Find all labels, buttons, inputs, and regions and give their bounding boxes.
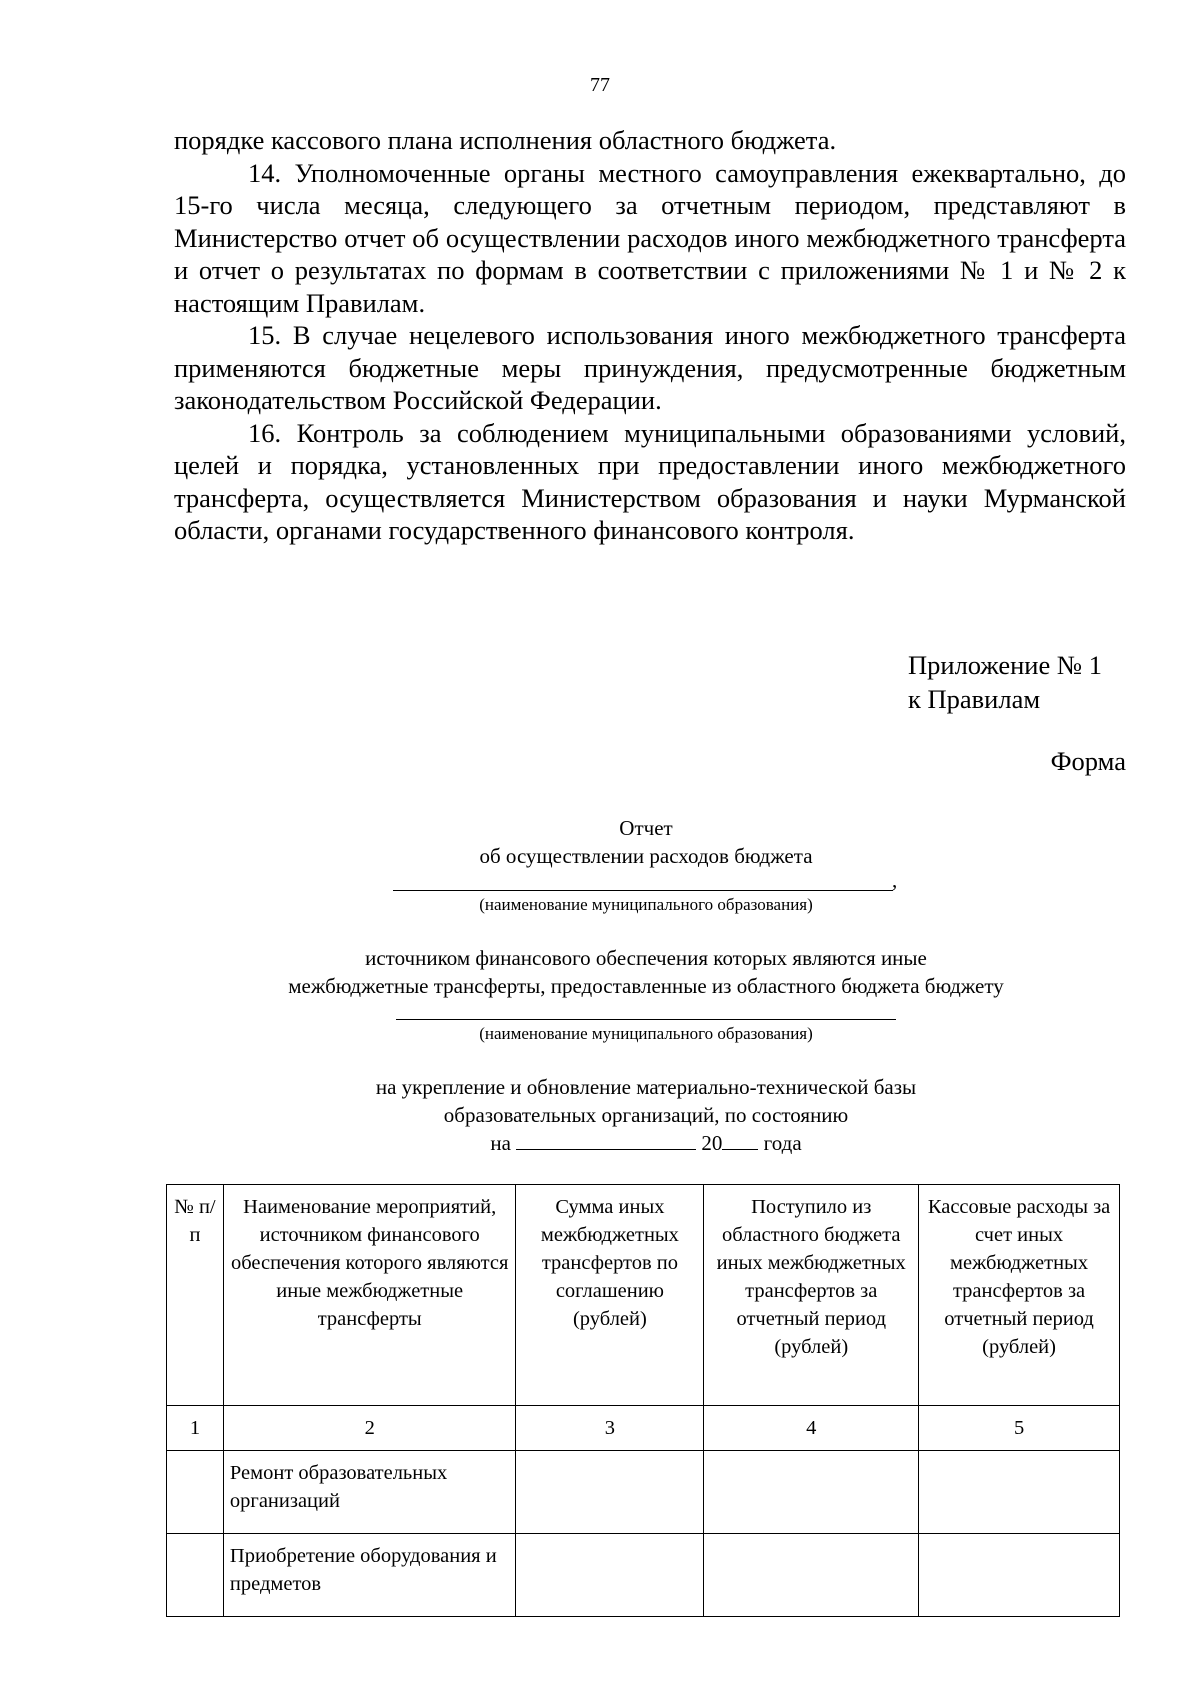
- column-number: 5: [919, 1406, 1120, 1451]
- page-number: 77: [590, 74, 610, 96]
- appendix-label: [908, 648, 1102, 716]
- report-title-block: [0, 814, 1200, 870]
- municipality-caption-2: (наименование муниципального образования): [479, 1024, 813, 1043]
- date-year-prefix: 20: [701, 1131, 723, 1155]
- report-subtitle: об осуществлении расходов бюджета: [479, 844, 813, 868]
- paragraph-15: 15. В случае нецелевого использования иного межбюджетного трансферта применяются бюджетные меры принуждения, предусмотренные бюджетным законодательством Российской Федерации.: [174, 320, 1126, 415]
- date-prefix: на: [490, 1131, 511, 1155]
- date-suffix: года: [763, 1131, 802, 1155]
- municipality-caption-1: (наименование муниципального образования): [479, 895, 813, 914]
- header-num: № п/п: [167, 1185, 224, 1406]
- row-cash-expenses-cell: [919, 1534, 1120, 1617]
- column-number-row: [167, 1406, 1120, 1451]
- purpose-line-1: на укрепление и обновление материально-технической базы: [375, 1075, 917, 1099]
- paragraph-14: 14. Уполномоченные органы местного самоуправления ежеквартально, до 15-го числа месяца, следующего за отчетным периодом, представляют в Министерство отчет об осуществлении расходов иного межбюджетного трансферта и отчет о результатах по формам в соответствии с приложениями № 1 и № 2 к настоящим Правилам.: [174, 157, 1126, 318]
- purpose-line-2: образовательных организаций, по состоянию: [443, 1103, 849, 1127]
- blank-comma: ,: [892, 868, 898, 892]
- column-number: 2: [223, 1406, 516, 1451]
- row-received-cell: [704, 1534, 919, 1617]
- appendix-line-1: Приложение № 1: [908, 650, 1103, 680]
- row-cash-expenses-cell: [919, 1451, 1120, 1534]
- form-label: Форма: [1050, 746, 1126, 776]
- report-title: Отчет: [619, 816, 673, 840]
- purpose-text-block: [0, 1073, 1200, 1157]
- source-line-1: источником финансового обеспечения которых являются иные: [365, 946, 927, 970]
- column-number: 3: [516, 1406, 704, 1451]
- report-table: [166, 1184, 1120, 1617]
- header-name: Наименование мероприятий, источником финансового обеспечения которого являются иные межбюджетные трансферты: [223, 1185, 516, 1406]
- paragraph-continuation: порядке кассового плана исполнения областного бюджета.: [174, 125, 837, 155]
- source-text-block: [0, 944, 1200, 1000]
- column-number: 1: [167, 1406, 224, 1451]
- header-received: Поступило из областного бюджета иных межбюджетных трансфертов за отчетный период (рублей): [704, 1185, 919, 1406]
- appendix-line-2: к Правилам: [908, 684, 1041, 714]
- row-received-cell: [704, 1451, 919, 1534]
- year-blank: [722, 1129, 758, 1150]
- header-agreement-sum: Сумма иных межбюджетных трансфертов по соглашению (рублей): [516, 1185, 704, 1406]
- column-number: 4: [704, 1406, 919, 1451]
- municipality-blank-line-1: [393, 890, 893, 891]
- date-blank: [516, 1129, 696, 1150]
- row-num-cell: [167, 1534, 224, 1617]
- row-agreement-sum-cell: [516, 1451, 704, 1534]
- row-name-cell: Приобретение оборудования и предметов: [223, 1534, 516, 1617]
- row-name-cell: Ремонт образовательных организаций: [223, 1451, 516, 1534]
- source-line-2: межбюджетные трансферты, предоставленные из областного бюджета бюджету: [288, 974, 1004, 998]
- paragraph-16: 16. Контроль за соблюдением муниципальными образованиями условий, целей и порядка, установленных при предоставлении иного межбюджетного трансферта, осуществляется Министерством образования и науки Мурманской области, органами государственного финансового контроля.: [174, 417, 1126, 545]
- header-cash-expenses: Кассовые расходы за счет иных межбюджетных трансфертов за отчетный период (рублей): [919, 1185, 1120, 1406]
- table-row: [167, 1534, 1120, 1617]
- municipality-blank-line-2: [396, 1019, 896, 1020]
- date-line: [0, 1129, 1200, 1157]
- table-header-row: [167, 1185, 1120, 1406]
- table-row: [167, 1451, 1120, 1534]
- row-agreement-sum-cell: [516, 1534, 704, 1617]
- row-num-cell: [167, 1451, 224, 1534]
- body-text: [174, 124, 1126, 547]
